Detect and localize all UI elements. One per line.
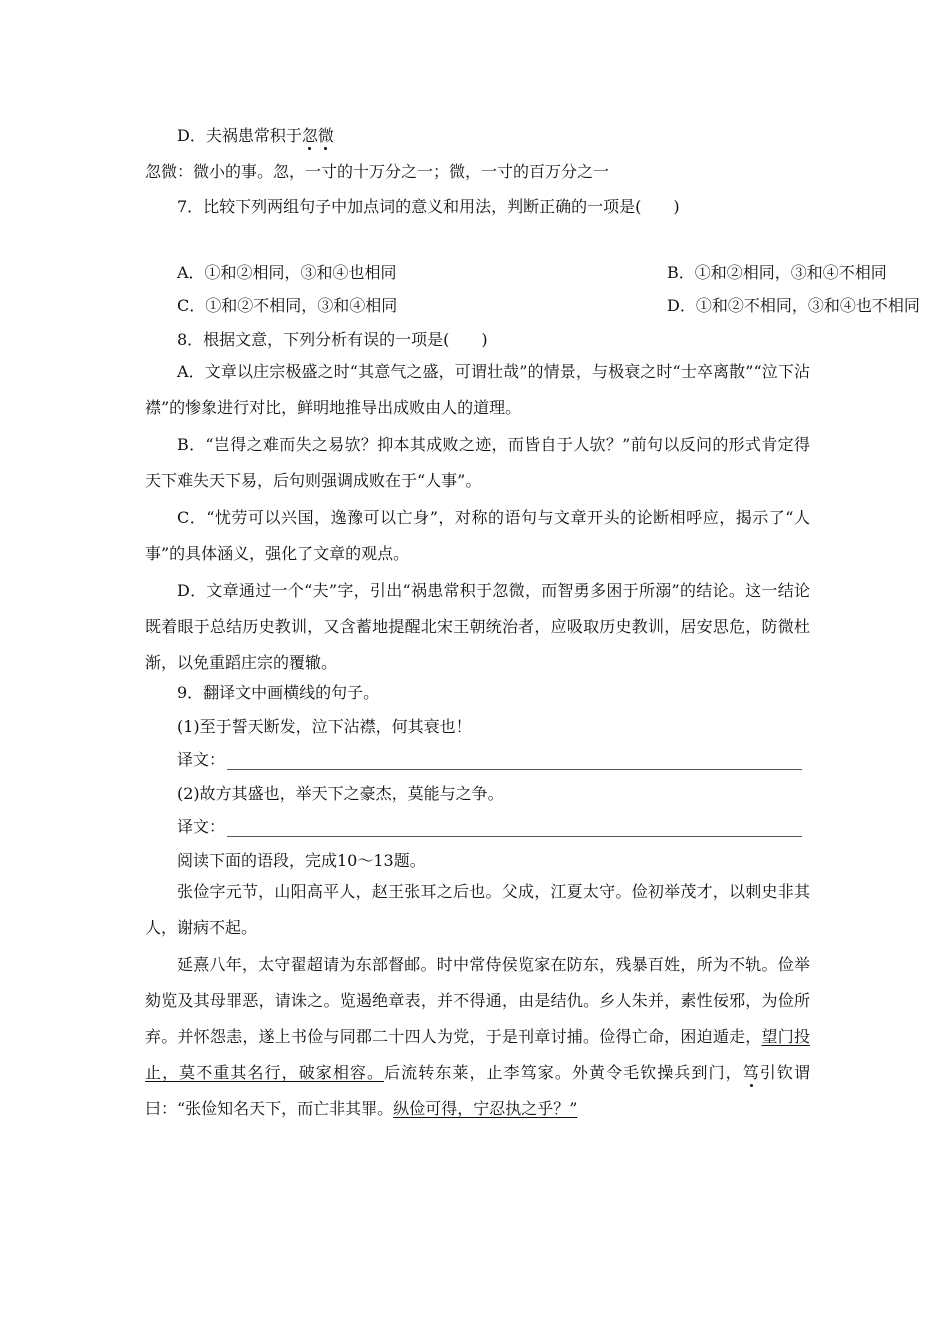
q7-option-b: B．①和②相同，③和④不相同 — [667, 263, 887, 282]
q7-option-d: D．①和②不相同，③和④也不相同 — [667, 296, 920, 315]
reading-paragraph-1: 张俭字元节，山阳高平人，赵王张耳之后也。父成，江夏太守。俭初举茂才，以刺史非其人，谢病不起。 — [145, 882, 810, 937]
emphasis-dot-char: 忽 — [301, 126, 318, 145]
q9-answer-line-2: 译文： — [177, 817, 847, 837]
answer-blank[interactable] — [227, 822, 802, 837]
emphasis-dot-char: 笃 — [742, 1063, 760, 1082]
q8-option-b: B．“岂得之难而失之易欤？抑本其成败之迹，而皆自于人欤？”前句以反问的形式肯定得天下难失天下易，后句则强调成败在于“人事”。 — [145, 435, 810, 490]
q8-option-a: A．文章以庄宗极盛之时“其意气之盛，可谓壮哉”的情景，与极衰之时“士卒离散”“泣下沾襟”的惨象进行对比，鲜明地推导出成败由人的道理。 — [145, 362, 810, 417]
q7-option-a: A．①和②相同，③和④也相同 B．①和②相同，③和④不相同 — [177, 263, 887, 282]
q8-stem: 8．根据文意，下列分析有误的一项是( ) — [177, 330, 488, 349]
gloss-note: 忽微：微小的事。忽，一寸的十万分之一；微，一寸的百万分之一 — [145, 162, 610, 181]
q8-option-c: C．“忧劳可以兴国，逸豫可以亡身”，对称的语句与文章开头的论断相呼应，揭示了“人事”的具体涵义，强化了文章的观点。 — [145, 508, 810, 563]
q9-sentence-1: (1)至于誓天断发，泣下沾襟，何其衰也！ — [177, 717, 472, 736]
reading-intro: 阅读下面的语段，完成10～13题。 — [177, 851, 426, 870]
q7-option-c: C．①和②不相同，③和④相同 D．①和②不相同，③和④也不相同 — [177, 296, 920, 315]
reading-paragraph-2: 延熹八年，太守翟超请为东部督邮。时中常侍侯览家在防东，残暴百姓，所为不轨。俭举劾览及其母罪恶，请诛之。览遏绝章表，并不得通，由是结仇。乡人朱并，素性佞邪，为俭所弃。并怀怨恚，遂上书俭与同郡二十四人为党，于是刊章讨捕。俭得亡命，困迫遁走，望门投止，莫不重其名行，破家相容。后流转东莱，止李笃家。外黄令毛钦操兵到门，笃引钦谓曰：“张俭知名天下，而亡非其罪。纵俭可得，宁忍执之乎？” — [145, 955, 810, 1118]
q9-answer-line-1: 译文： — [177, 750, 847, 770]
q9-sentence-2: (2)故方其盛也，举天下之豪杰，莫能与之争。 — [177, 784, 504, 803]
emphasis-dot-char: 微 — [317, 126, 334, 145]
q7-stem: 7．比较下列两组句子中加点词的意义和用法，判断正确的一项是( ) — [177, 197, 680, 216]
answer-blank[interactable] — [227, 755, 802, 770]
underlined-sentence: 纵俭可得，宁忍执之乎？” — [393, 1099, 578, 1118]
q8-option-d: D．文章通过一个“夫”字，引出“祸患常积于忽微，而智勇多困于所溺”的结论。这一结论既着眼于总结历史教训，又含蓄地提醒北宋王朝统治者，应吸取历史教训，居安思危，防微杜渐，以免重蹈庄宗的覆辙。 — [145, 581, 810, 672]
q6-option-d: D．夫祸患常积于忽微 — [177, 126, 334, 145]
q9-stem: 9．翻译文中画横线的句子。 — [177, 683, 380, 702]
underlined-sentence: 望门投止，莫不重其名行，破家相容。 — [145, 1027, 810, 1082]
